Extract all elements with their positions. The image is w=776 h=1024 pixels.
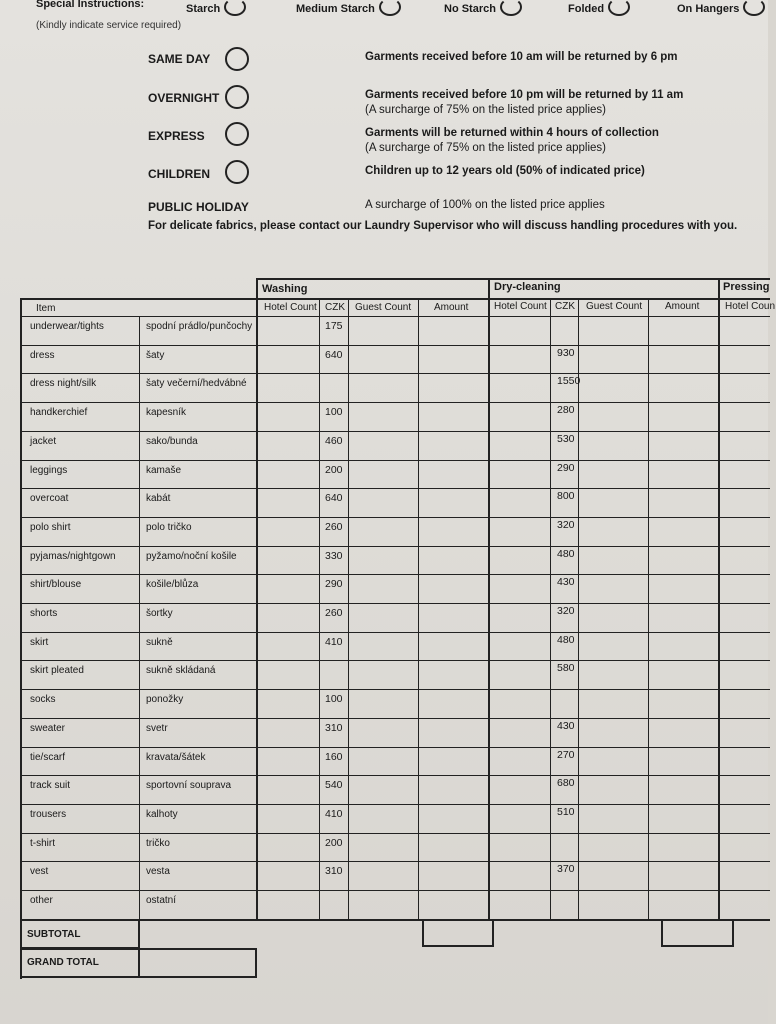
item-name-en: polo shirt xyxy=(30,521,71,533)
service-express: EXPRESS xyxy=(148,129,205,143)
service-children-desc: Children up to 12 years old (50% of indicated price) xyxy=(365,165,645,177)
item-name-cz: kapesník xyxy=(146,407,187,419)
row-border xyxy=(20,804,770,805)
item-name-cz: spodní prádlo/punčochy xyxy=(146,321,253,332)
dry-price: 480 xyxy=(557,547,575,560)
dry-price: 320 xyxy=(557,605,575,617)
item-name-cz: sukně xyxy=(146,636,173,648)
col-dry-guest-count: Guest Count xyxy=(586,301,643,312)
grand-total-label: GRAND TOTAL xyxy=(27,956,99,968)
section-border xyxy=(718,278,720,919)
option-on-hangers[interactable]: On Hangers xyxy=(677,0,765,16)
section-border xyxy=(256,278,258,919)
service-public-holiday: PUBLIC HOLIDAY xyxy=(148,200,249,214)
header-bottom-border xyxy=(20,316,770,317)
row-border xyxy=(20,718,770,719)
section-bottom-border xyxy=(20,298,770,300)
section-washing: Washing xyxy=(262,283,308,295)
row-border xyxy=(20,574,770,575)
no-starch-checkbox-icon[interactable] xyxy=(500,0,522,16)
wash-price: 100 xyxy=(325,406,343,419)
wash-price: 310 xyxy=(325,721,343,734)
row-border xyxy=(20,603,770,604)
dry-price: 930 xyxy=(557,346,575,359)
row-border xyxy=(20,660,770,661)
item-name-cz: vesta xyxy=(146,866,170,878)
service-overnight: OVERNIGHT xyxy=(148,91,220,105)
service-express-desc: Garments will be returned within 4 hours of collection (A surcharge of 75% on the listed price applies) xyxy=(365,127,659,154)
item-name-en: vest xyxy=(30,866,49,878)
dry-price: 280 xyxy=(557,404,575,417)
folded-checkbox-icon[interactable] xyxy=(608,0,630,16)
wash-price: 160 xyxy=(325,750,343,763)
row-border xyxy=(20,747,770,748)
item-name-en: tie/scarf xyxy=(30,751,66,763)
same-day-checkbox-icon[interactable] xyxy=(225,47,249,71)
col-wash-czk: CZK xyxy=(325,302,345,313)
row-border xyxy=(20,632,770,633)
col-border xyxy=(418,298,419,919)
col-dry-amount: Amount xyxy=(665,301,700,312)
wash-price: 260 xyxy=(325,520,343,533)
item-name-en: other xyxy=(30,895,53,906)
item-name-cz: ostatní xyxy=(146,895,177,906)
dry-price: 800 xyxy=(557,490,575,503)
item-name-en: pyjamas/nightgown xyxy=(30,550,116,562)
item-name-cz: šortky xyxy=(146,608,173,619)
service-same-day-desc: Garments received before 10 am will be returned by 6 pm xyxy=(365,51,678,63)
item-name-en: shorts xyxy=(30,608,58,619)
col-wash-guest-count: Guest Count xyxy=(355,302,412,313)
row-border xyxy=(20,460,770,461)
dry-price: 370 xyxy=(557,863,575,876)
col-border xyxy=(648,298,649,919)
item-name-cz: polo tričko xyxy=(146,521,192,533)
washing-subtotal-box[interactable] xyxy=(422,919,494,947)
overnight-checkbox-icon[interactable] xyxy=(225,85,249,109)
option-starch[interactable]: Starch xyxy=(186,0,246,16)
wash-price: 410 xyxy=(325,635,343,648)
wash-price: 260 xyxy=(325,607,343,619)
col-border-left xyxy=(20,298,22,979)
item-name-cz: svetr xyxy=(146,722,168,734)
item-name-en: underwear/tights xyxy=(30,321,104,332)
service-public-holiday-desc: A surcharge of 100% on the listed price applies xyxy=(365,199,605,211)
col-border xyxy=(550,298,551,919)
item-name-en: trousers xyxy=(30,808,67,820)
item-name-cz: šaty večerní/hedvábné xyxy=(146,378,247,390)
item-name-en: t-shirt xyxy=(30,837,55,849)
col-dry-hotel-count: Hotel Count xyxy=(494,301,547,312)
grand-total-divider xyxy=(138,948,140,978)
dry-price: 680 xyxy=(557,777,575,790)
item-name-en: skirt xyxy=(30,636,49,648)
row-border xyxy=(20,431,770,432)
col-dry-czk: CZK xyxy=(555,301,575,312)
subtotal-divider xyxy=(138,919,140,947)
row-border xyxy=(20,775,770,776)
row-border xyxy=(20,517,770,518)
item-name-cz: kamaše xyxy=(146,464,182,476)
row-border xyxy=(20,373,770,374)
row-border xyxy=(20,833,770,834)
children-checkbox-icon[interactable] xyxy=(225,160,249,184)
row-border xyxy=(20,402,770,403)
dry-price: 270 xyxy=(557,748,575,761)
item-name-cz: sukně skládaná xyxy=(146,665,216,677)
table-bottom-border xyxy=(20,919,770,921)
item-name-en: overcoat xyxy=(30,493,69,505)
dry-price: 290 xyxy=(557,461,575,474)
wash-price: 200 xyxy=(325,836,343,849)
dry-price: 430 xyxy=(557,576,575,589)
item-name-cz: košile/blůza xyxy=(146,579,199,591)
col-border xyxy=(348,298,349,919)
wash-price: 640 xyxy=(325,492,343,505)
subtotal-label: SUBTOTAL xyxy=(27,928,81,940)
dry-price: 320 xyxy=(557,518,575,531)
wash-price: 330 xyxy=(325,549,343,562)
dry-cleaning-subtotal-box[interactable] xyxy=(661,919,734,947)
wash-price: 460 xyxy=(325,434,343,447)
dry-price: 580 xyxy=(557,662,575,675)
wash-price: 200 xyxy=(325,463,343,476)
service-note: (Kindly indicate service required) xyxy=(36,20,182,31)
special-instructions-row xyxy=(36,0,776,18)
special-instructions-label: Special Instructions: xyxy=(36,0,145,10)
option-no-starch[interactable]: No Starch xyxy=(444,0,522,16)
on-hangers-checkbox-icon[interactable] xyxy=(743,0,765,16)
col-border xyxy=(319,298,320,919)
col-border xyxy=(139,316,140,919)
service-children: CHILDREN xyxy=(148,167,210,181)
row-border xyxy=(20,689,770,690)
item-name-cz: šaty xyxy=(146,349,165,361)
item-name-cz: pyžamo/noční košile xyxy=(146,550,237,562)
service-same-day: SAME DAY xyxy=(148,52,211,66)
item-name-cz: kalhoty xyxy=(146,808,178,820)
dry-price: 1550 xyxy=(557,375,581,388)
service-overnight-desc: Garments received before 10 pm will be returned by 11 am (A surcharge of 75% on the listed price applies) xyxy=(365,89,684,116)
wash-price: 310 xyxy=(325,865,343,878)
wash-price: 540 xyxy=(325,779,343,792)
item-name-en: shirt/blouse xyxy=(30,579,82,591)
dry-price: 430 xyxy=(557,719,575,732)
starch-checkbox-icon[interactable] xyxy=(224,0,246,16)
item-name-en: dress xyxy=(30,349,55,361)
option-medium-starch[interactable]: Medium Starch xyxy=(296,0,401,16)
item-name-en: track suit xyxy=(30,780,71,792)
row-border xyxy=(20,345,770,346)
section-top-border xyxy=(256,278,770,280)
item-name-en: dress night/silk xyxy=(30,378,97,390)
dry-price: 530 xyxy=(557,432,575,445)
item-name-cz: kravata/šátek xyxy=(146,751,206,763)
dry-price: 480 xyxy=(557,633,575,646)
col-border xyxy=(578,298,579,919)
item-name-en: skirt pleated xyxy=(30,665,84,677)
wash-price: 175 xyxy=(325,320,343,332)
row-border xyxy=(20,890,770,891)
item-name-en: socks xyxy=(30,694,56,706)
wash-price: 640 xyxy=(325,348,343,361)
item-name-en: sweater xyxy=(30,722,66,734)
section-border xyxy=(488,278,490,919)
col-wash-hotel-count: Hotel Count xyxy=(264,302,317,313)
delicate-fabrics-note: For delicate fabrics, please contact our Laundry Supervisor who will discuss handling procedures with you. xyxy=(148,220,738,232)
wash-price: 290 xyxy=(325,578,343,591)
item-name-cz: tričko xyxy=(146,837,170,849)
wash-price: 100 xyxy=(325,693,343,706)
wash-price: 410 xyxy=(325,807,343,820)
row-border xyxy=(20,488,770,489)
col-wash-amount: Amount xyxy=(434,302,469,313)
item-name-en: leggings xyxy=(30,464,68,476)
medium-starch-checkbox-icon[interactable] xyxy=(379,0,401,16)
item-name-en: jacket xyxy=(30,435,57,447)
item-name-cz: sportovní souprava xyxy=(146,780,232,792)
item-name-cz: ponožky xyxy=(146,694,184,706)
item-name-cz: kabát xyxy=(146,493,171,505)
row-border xyxy=(20,546,770,547)
col-press-hotel-count: Hotel Coun xyxy=(725,301,776,312)
col-item: Item xyxy=(36,303,56,314)
dry-price: 510 xyxy=(557,805,575,818)
item-name-cz: sako/bunda xyxy=(146,435,198,447)
option-folded[interactable]: Folded xyxy=(568,0,630,16)
express-checkbox-icon[interactable] xyxy=(225,122,249,146)
section-pressing: Pressing xyxy=(723,281,770,293)
item-name-en: handkerchief xyxy=(30,407,88,419)
section-dry-cleaning: Dry-cleaning xyxy=(494,281,561,293)
row-border xyxy=(20,861,770,862)
